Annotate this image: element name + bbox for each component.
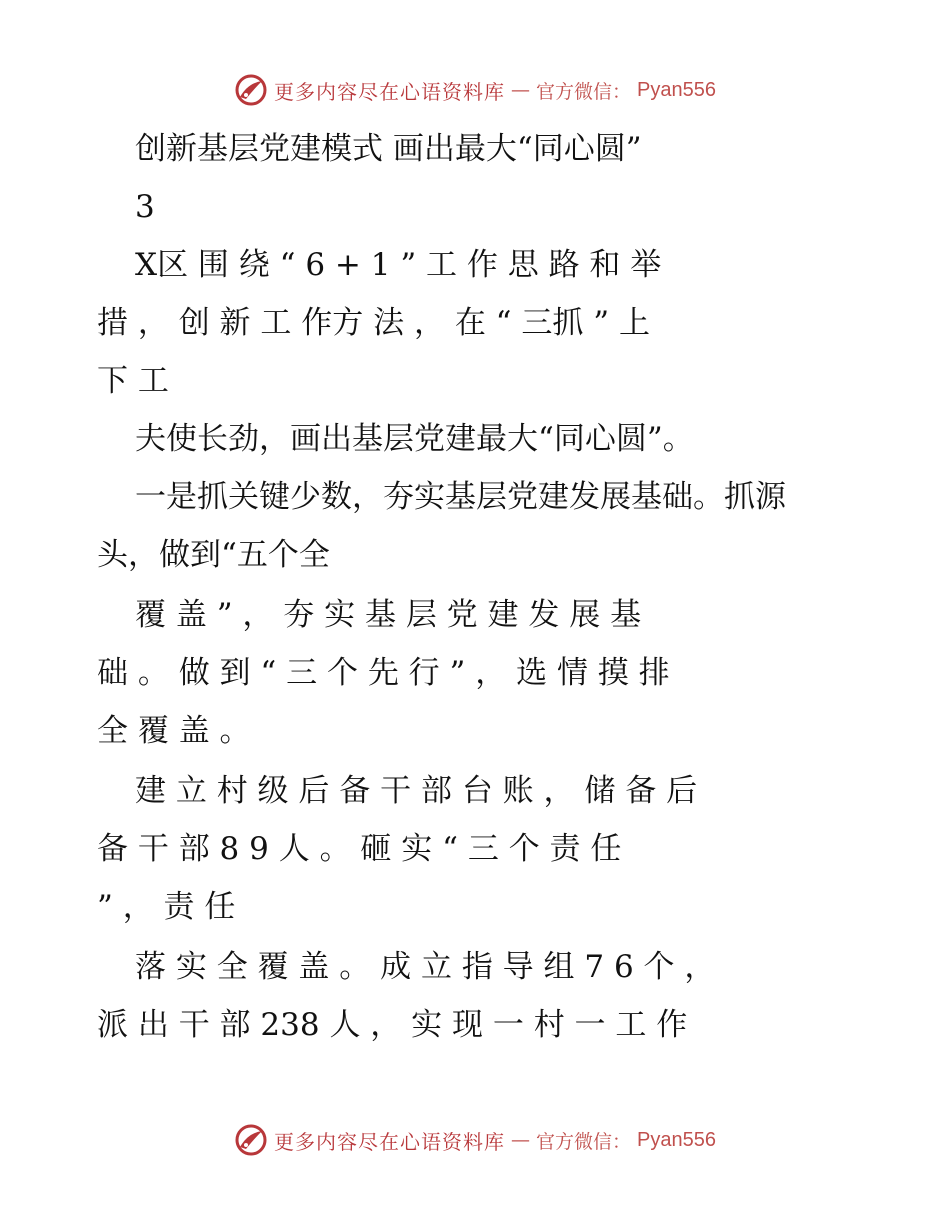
- doc-line-title: 创新基层党建模式 画出最大“同心圆”: [135, 131, 642, 167]
- header-subtitle: 官方微信：: [536, 80, 632, 103]
- footer-subtitle: 官方微信：: [536, 1130, 632, 1153]
- doc-line: 建 立 村 级 后 备 干 部 台 账 ， 储 备 后: [135, 773, 698, 809]
- header-dash: —: [511, 79, 530, 101]
- doc-line: 一是抓关键少数，夯实基层党建发展基础。抓源: [135, 479, 786, 515]
- doc-line: 落 实 全 覆 盖 。 成 立 指 导 组 7 6 个 ，: [135, 949, 716, 985]
- doc-line: 覆 盖 ” ， 夯 实 基 层 党 建 发 展 基: [135, 597, 642, 633]
- pen-logo-icon: [234, 73, 268, 107]
- doc-line: 夫使长劲，画出基层党建最大“同心圆”。: [135, 421, 694, 457]
- doc-line: 派 出 干 部 238 人 ， 实 现 一 村 一 工 作: [97, 1007, 688, 1043]
- doc-line: 下 工: [97, 363, 169, 399]
- doc-line: X区 围 绕 “ 6 + 1 ” 工 作 思 路 和 举: [135, 247, 662, 283]
- doc-line: 措 ， 创 新 工 作方 法 ， 在 “ 三抓 ” 上: [97, 305, 650, 341]
- header-account: Pyan556: [637, 78, 716, 101]
- footer-account: Pyan556: [637, 1128, 716, 1151]
- footer-dash: —: [511, 1129, 530, 1151]
- footer-title: 更多内容尽在心语资料库: [274, 1129, 505, 1154]
- doc-line: 备 干 部 8 9 人 。 砸 实 “ 三 个 责 任: [97, 831, 622, 867]
- header-banner: [0, 70, 950, 110]
- header-title: 更多内容尽在心语资料库: [274, 79, 505, 104]
- doc-line: 础 。 做 到 “ 三 个 先 行 ” ， 选 情 摸 排: [97, 655, 670, 691]
- pen-logo-icon: [234, 1123, 268, 1157]
- doc-line: 3: [135, 189, 155, 225]
- doc-line: 全 覆 盖 。: [97, 713, 251, 749]
- doc-line: 头，做到“五个全: [97, 537, 330, 573]
- doc-line: ” ， 责 任: [97, 889, 236, 925]
- footer-banner: [0, 1120, 950, 1160]
